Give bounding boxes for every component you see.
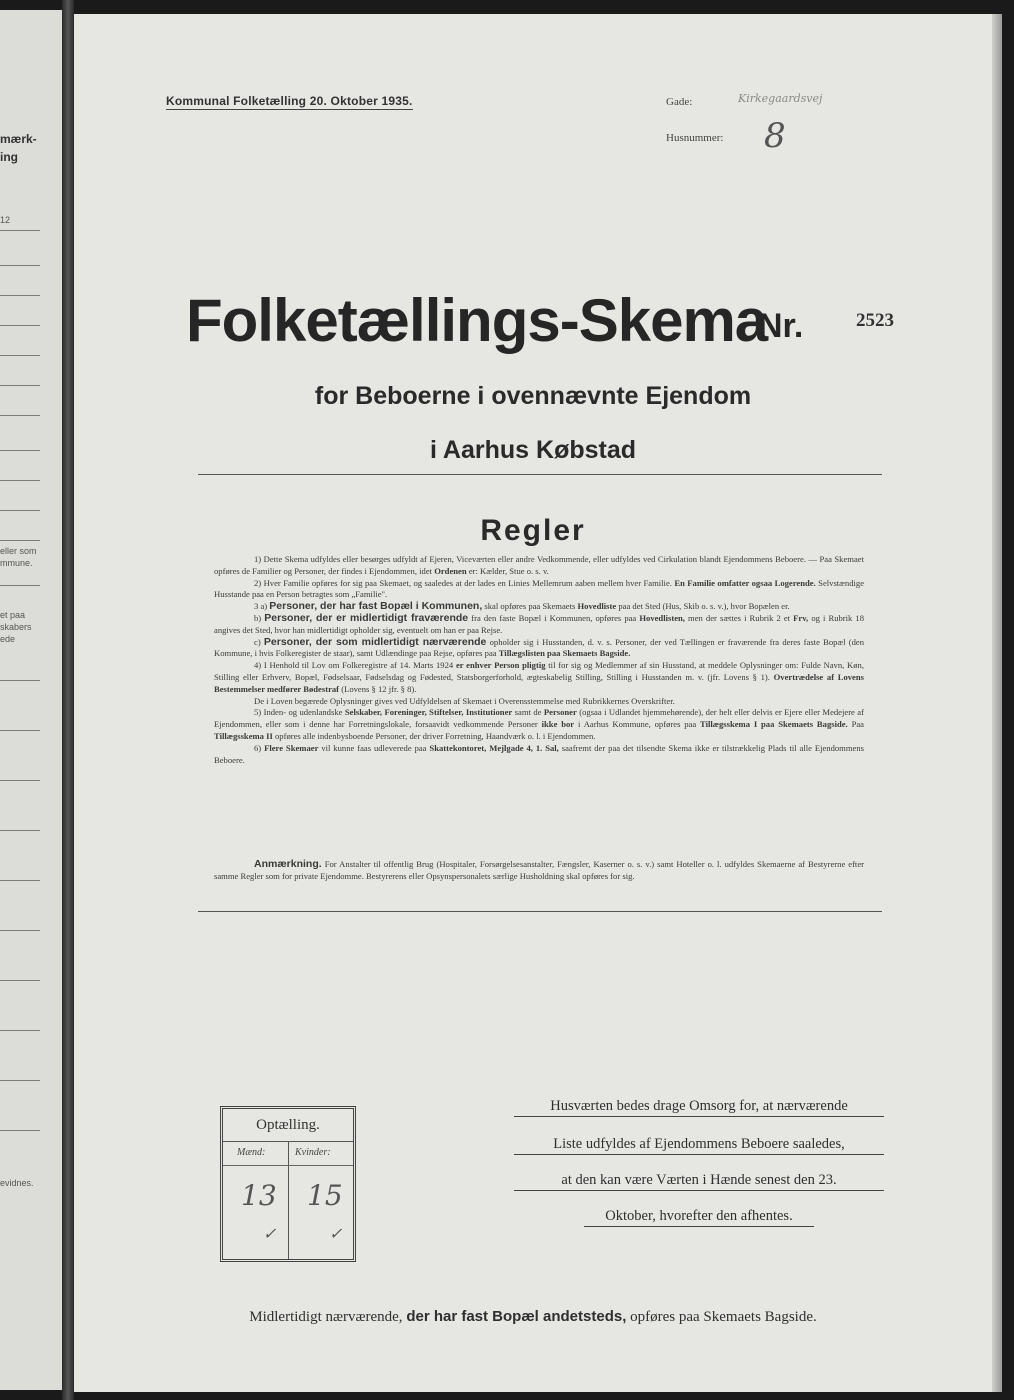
men-count: 13 (241, 1179, 277, 1212)
rule-text: 5) Inden- og udenlandske (254, 707, 343, 718)
count-box-rule (223, 1165, 353, 1166)
men-label: Mænd: (237, 1147, 266, 1158)
rule-text: c) (254, 636, 261, 647)
rule-emphasis: Overtrædelse af Lovens Bestemmelser medfører Bødestraf (214, 671, 864, 694)
left-rule (0, 830, 40, 831)
rule-text: vil kunne faas udleverede paa (321, 742, 427, 753)
census-title: Kommunal Folketælling 20. Oktober 1935. (166, 94, 413, 108)
rule-text: i Aarhus Kommune, opføres paa (577, 719, 697, 730)
rule-text: (Lovens § 12 jfr. § 8). (341, 683, 417, 694)
left-fragment-text: mærk- (0, 132, 37, 146)
left-fragment-text: evidnes. (0, 1178, 34, 1188)
subtitle-line-2: i Aarhus Købstad (429, 436, 637, 464)
left-rule (0, 680, 40, 681)
rule-text: er: Kælder, Stue o. s. v. (468, 565, 549, 576)
rule-5 (214, 707, 864, 742)
owner-notice-line-4: Oktober, hvorefter den afhentes. (584, 1208, 814, 1227)
rule-6 (214, 743, 864, 767)
left-fragment-text: 12 (0, 215, 11, 225)
owner-notice-line-2: Liste udfyldes af Ejendommens Beboere saaledes, (514, 1136, 884, 1155)
rule-text: fra den faste Bopæl i Kommunen, opføres paa (471, 612, 637, 623)
page-edge (992, 14, 1002, 1392)
left-rule (0, 585, 40, 586)
rule-emphasis: Hovedliste (577, 601, 617, 612)
rule-text: b) (254, 612, 262, 623)
left-fragment-text: ede (0, 634, 16, 644)
left-rule (0, 730, 40, 731)
left-rule (0, 540, 40, 541)
women-label: Kvinder: (295, 1147, 331, 1158)
rule-text: saafremt der paa det tilsendte Skema ikke er tilstrækkelig Plads til alle Ejendommens Beboere. (214, 742, 865, 765)
rule-emphasis: Tillægslisten paa Skemaets Bagside. (498, 648, 631, 659)
footer-emphasis: der har fast Bopæl andetsteds, (406, 1308, 627, 1325)
form-number: 2523 (856, 310, 894, 331)
divider-rule (198, 474, 882, 475)
rule-2 (214, 578, 864, 602)
left-rule (0, 295, 40, 296)
regler-heading: Regler (480, 514, 586, 547)
left-fragment-text: eller som (0, 546, 37, 556)
annotation-note (214, 859, 864, 883)
rule-emphasis: ikke bor (541, 719, 575, 730)
left-rule (0, 385, 40, 386)
women-count: 15 (307, 1179, 343, 1212)
left-rule (0, 450, 40, 451)
left-fragment-text: skabers (0, 622, 32, 632)
rule-3c (214, 637, 864, 661)
rule-heading: Personer, der har fast Bopæl i Kommunen, (269, 600, 483, 613)
rule-emphasis: Skattekontoret, Mejlgade 4, 1. Sal, (429, 742, 559, 753)
rule-text: paa det Sted (Hus, Skib o. s. v.), hvor Bopælen er. (618, 601, 790, 612)
left-rule (0, 1080, 40, 1081)
left-rule (0, 415, 40, 416)
rule-heading: Personer, der er midlertidigt fraværende (264, 611, 469, 624)
note-label: Anmærkning. (254, 858, 322, 870)
divider-rule (198, 911, 882, 912)
rule-emphasis: Hovedlisten, (639, 612, 685, 623)
rule-text: (ogsaa i Udlandet hjemmehørende), der helt eller delvis er Ejere eller Medejere af Ejendommen, eller som i denne har Forretningslokale, forsaavidt vedkommende Personer (214, 707, 864, 730)
rule-4 (214, 660, 864, 695)
rule-emphasis: Ordenen (434, 565, 467, 576)
street-value: Kirkegaardsvej (738, 92, 823, 105)
rule-text: opholder sig i Husstanden, d. v. s. Personer, der ved Tællingen er fraværende fra deres faste Bopæl (den Kommune, i hvis Folkeregister de staar), samt Udlændinge paa Rejse, opføres paa (214, 636, 865, 659)
rule-emphasis: Flere Skemaer (264, 742, 319, 753)
rule-text: men der sættes i Rubrik 2 et (688, 612, 791, 623)
left-rule (0, 880, 40, 881)
left-rule (0, 480, 40, 481)
rule-text: 2) Hver Familie opføres for sig paa Skemaet, og saaledes at der lades en Linies Mellemrum aaben mellem hver Familie. (254, 577, 672, 588)
left-rule (0, 510, 40, 511)
rule-emphasis: Frv, (793, 612, 809, 623)
footer-text: opføres paa Skemaets Bagside. (630, 1309, 817, 1325)
rule-text: og i Rubrik 18 angives det Sted, hvor han midlertidigt opholder sig, eventuelt om han er paa Rejse. (214, 612, 865, 635)
rule-text: 3 a) (254, 601, 268, 612)
rule-1 (214, 554, 864, 578)
left-rule (0, 930, 40, 931)
left-page-fragment (0, 10, 62, 1390)
note-text: For Anstalter til offentlig Brug (Hospitaler, Forsørgelsesanstalter, Fængsler, Kaserner o. s. v.) samt Hoteller o. l. udfyldes Skemaerne af Bestyrerne efter samme Regler som for private Ejendomme. Bestyrerens eller Opsynspersonalets særlige Husholdning skal opføres for sig. (214, 859, 864, 881)
left-rule (0, 325, 40, 326)
rule-emphasis: er enhver Person pligtig (455, 660, 546, 671)
subtitle-line-1: for Beboerne i ovennævnte Ejendom (314, 382, 752, 410)
footer-note (74, 1308, 992, 1326)
street-label: Gade: (666, 96, 693, 108)
left-fragment-text: mmune. (0, 558, 33, 568)
rule-text: Paa (851, 719, 864, 730)
left-rule (0, 265, 40, 266)
left-rule (0, 230, 40, 231)
nr-label: Nr. (758, 307, 804, 345)
house-number-label: Husnummer: (666, 132, 724, 144)
count-box-title: Optælling. (223, 1109, 353, 1142)
footer-text: Midlertidigt nærværende, (249, 1309, 403, 1325)
rule-emphasis: Selskaber, Foreninger, Stiftelser, Institutioner (344, 707, 513, 718)
left-rule (0, 355, 40, 356)
count-box-divider (288, 1141, 289, 1259)
count-box (220, 1106, 356, 1262)
owner-notice-line-3: at den kan være Værten i Hænde senest den 23. (514, 1172, 884, 1191)
rule-text: skal opføres paa Skemaets (484, 601, 576, 612)
rule-text: til for sig og Medlemmer af sin Husstand, at meddele Oplysninger om: Fulde Navn, Køn, Stilling eller Erhverv, Bopæl, Fødselsaar, Fødselsdag og Fødested, Statsborgerforhold, ægteskabelig Stilling, Stilling i Husstanden m. v. (jfr. Lovens § 1). (214, 660, 864, 682)
owner-notice-line-1: Husværten bedes drage Omsorg for, at nærværende (514, 1098, 884, 1117)
house-number-value: 8 (764, 116, 786, 156)
rule-emphasis: Tillægsskema II (214, 730, 273, 741)
men-check-mark: ✓ (263, 1224, 277, 1243)
rule-text: 4) I Henhold til Lov om Folkeregistre af 14. Marts 1924 (254, 660, 454, 671)
rule-text: samt de (514, 707, 542, 718)
rule-text: opføres alle indenbysboende Personer, der driver Forretning, Haandværk o. l. i Ejendommen. (274, 730, 596, 741)
left-fragment-text: et paa (0, 610, 26, 620)
left-fragment-text: ing (0, 150, 18, 164)
rule-heading: Personer, der som midlertidigt nærværende (263, 635, 487, 648)
rule-text: Selvstændige Husstande paa en Person betragtes som „Familie". (214, 577, 865, 600)
census-form-page (74, 14, 992, 1392)
rule-emphasis: Personer (543, 707, 577, 718)
book-spine (62, 0, 74, 1400)
left-rule (0, 1130, 40, 1131)
rule-emphasis: Tillægsskema I paa Skemaets Bagside. (700, 719, 848, 730)
rule-emphasis: En Familie omfatter ogsaa Logerende. (674, 577, 816, 588)
left-rule (0, 780, 40, 781)
rule-text: 1) Dette Skema udfyldes eller besørges udfyldt af Ejeren, Viceværten eller andre Vedkommende, eller udfyldes ved Cirkulation blandt Ejendommens Beboere. — Paa Skemaet opføres de Familier og Personer, der findes i Ejendommen, idet (214, 554, 864, 576)
rules-text (214, 554, 864, 766)
women-check-mark: ✓ (329, 1224, 343, 1243)
rule-text: De i Loven begærede Oplysninger gives ved Udfyldelsen af Skemaet i Overensstemmelse med Rubrikkernes Overskrifter. (254, 695, 675, 706)
rule-text: 6) (254, 742, 262, 753)
left-rule (0, 1030, 40, 1031)
main-title: Folketællings-Skema (186, 287, 768, 354)
rule-3b (214, 613, 864, 637)
rule-4-cont (214, 696, 864, 708)
left-rule (0, 980, 40, 981)
